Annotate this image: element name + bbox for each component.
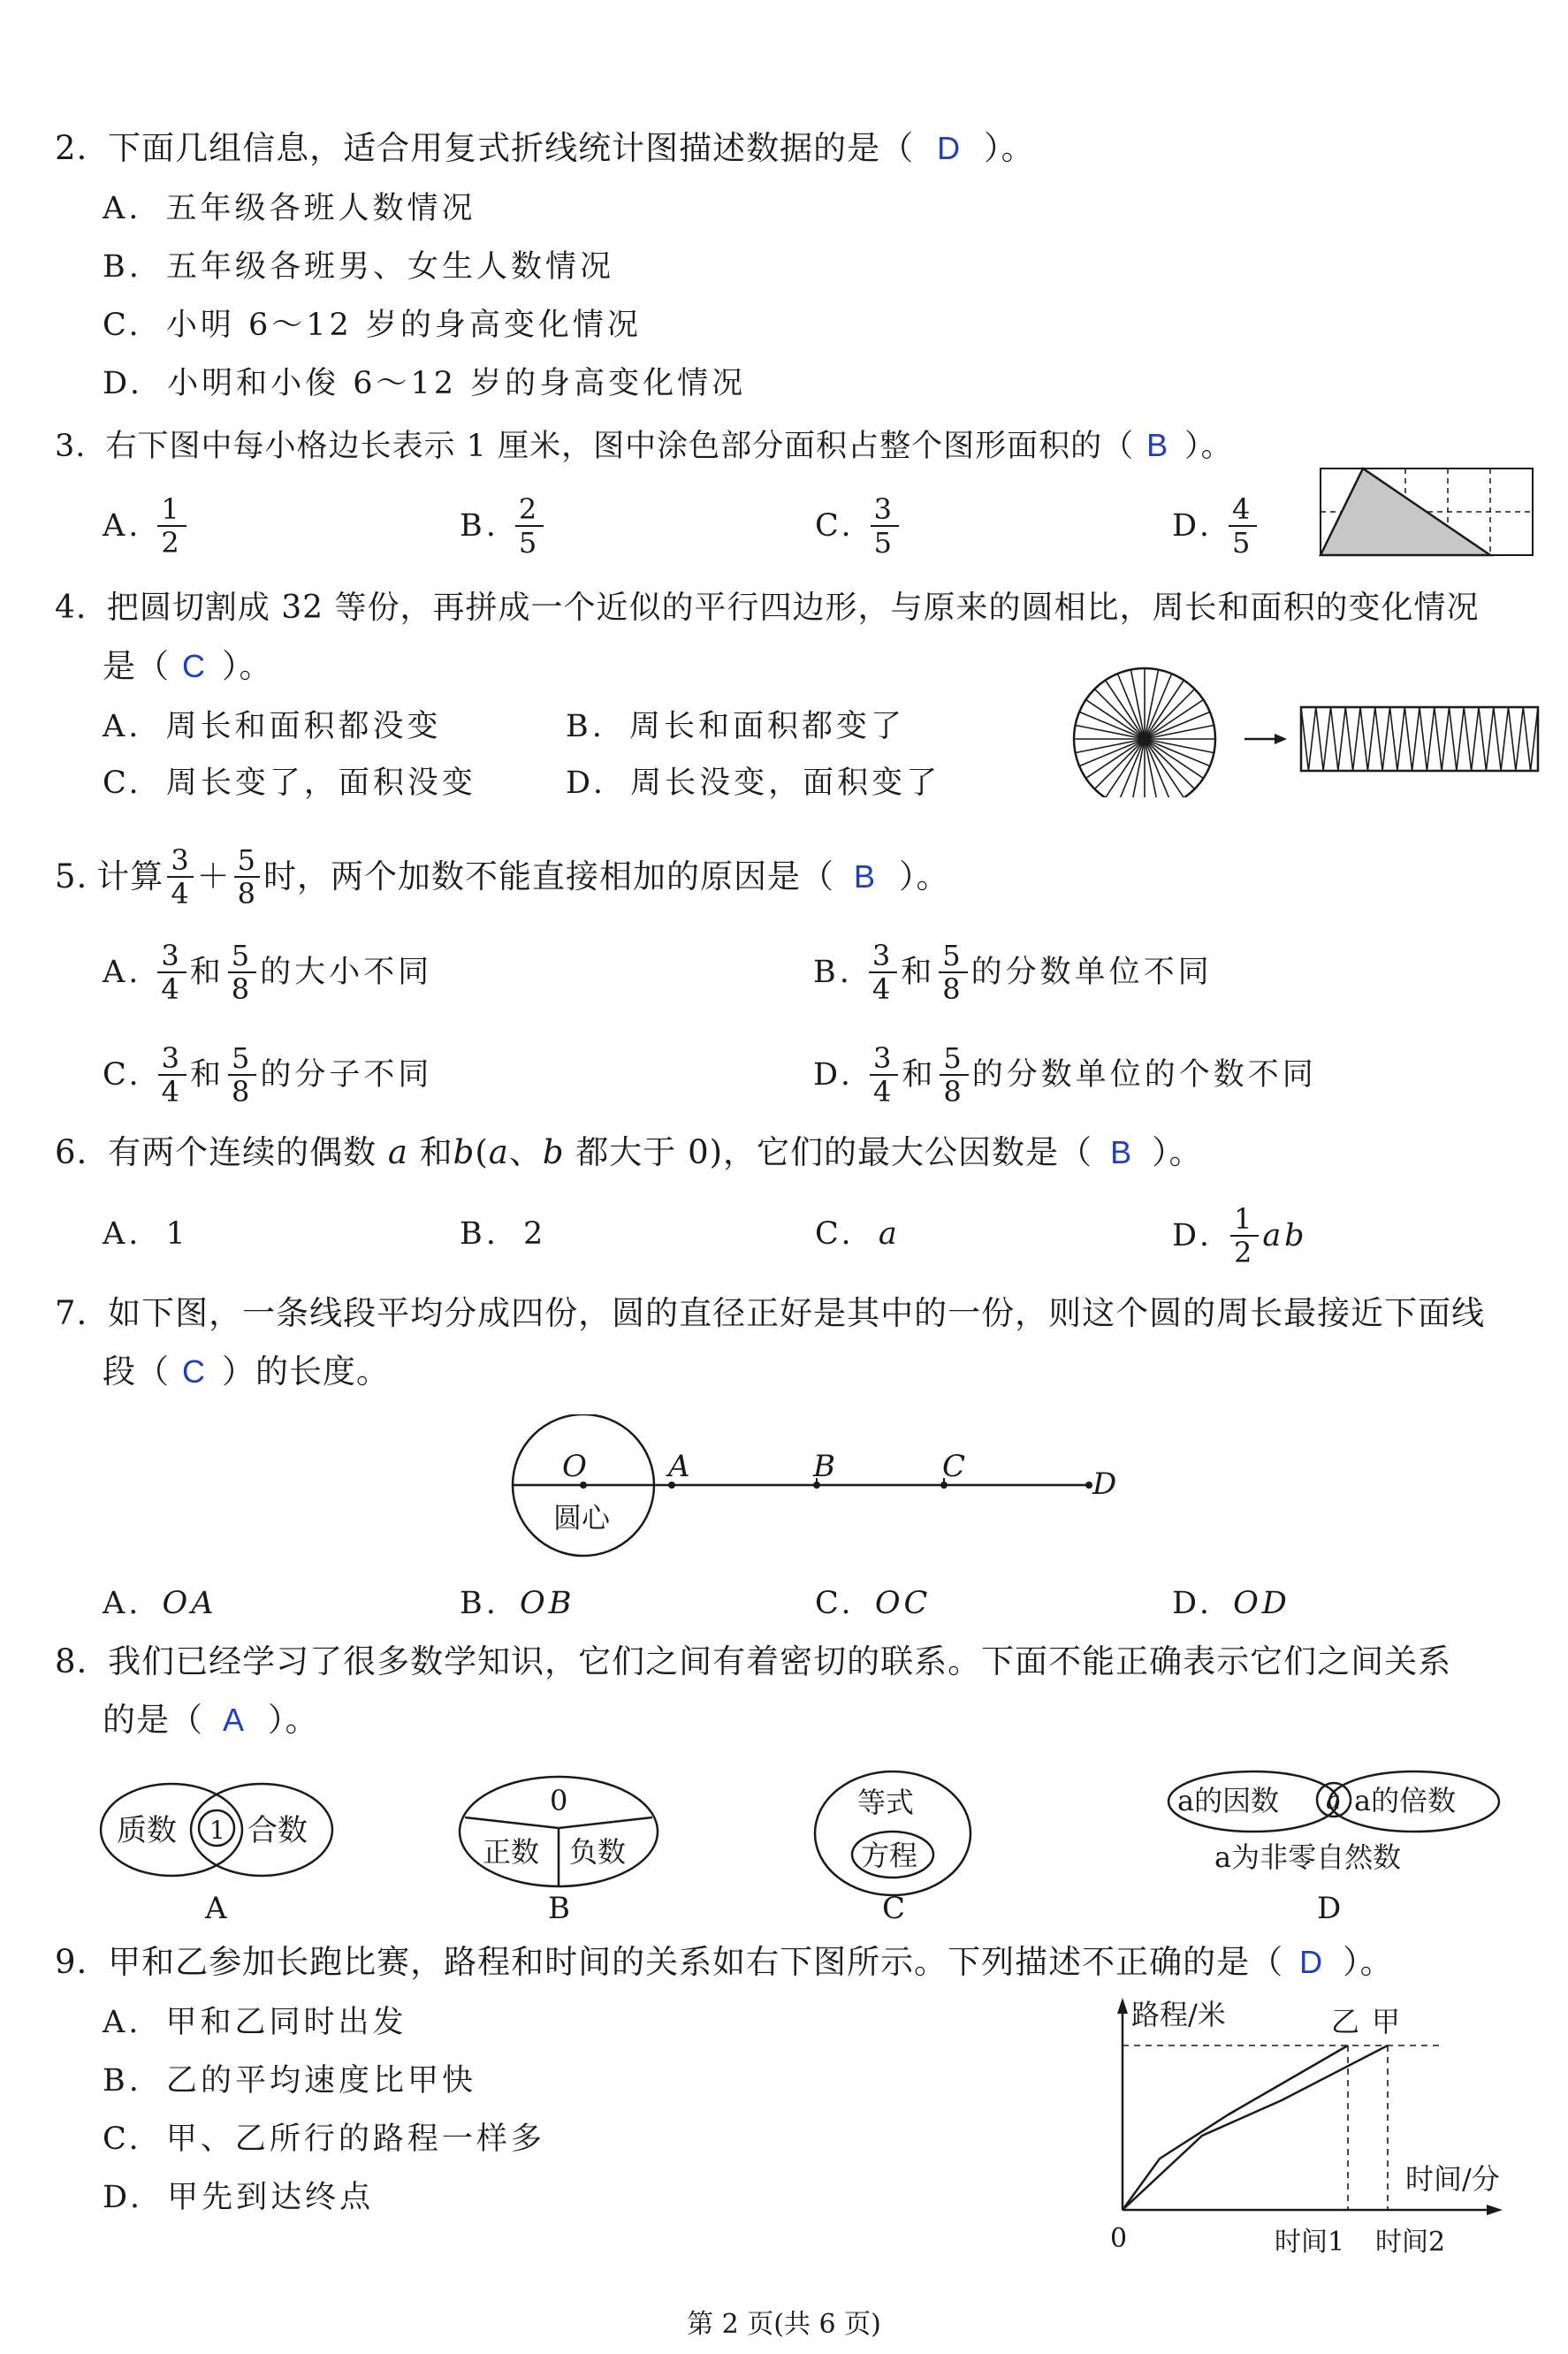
- zigzag-sectors: [1301, 707, 1538, 771]
- q2-stem-end: ）。: [984, 129, 1035, 167]
- q8-stem-text2: 的是（: [103, 1701, 203, 1739]
- q7-option-a: [103, 1584, 217, 1623]
- approx-parallelogram: [1301, 707, 1538, 771]
- q5-stem-end: ）。: [899, 857, 950, 895]
- figure-label-c: C: [882, 1891, 906, 1926]
- option-label: A.: [103, 1216, 142, 1252]
- fraction: $\frac{5}{8}$: [939, 940, 967, 1005]
- y-axis-arrow-icon: [1117, 1998, 1128, 2014]
- q7-line-segment-figure: [495, 1414, 1149, 1565]
- option-text: a: [878, 1216, 901, 1252]
- q4-stem-text2: 是（: [103, 647, 170, 685]
- fraction: $\frac{5}{8}$: [940, 1042, 968, 1108]
- q3-stem-end: ）。: [1184, 429, 1233, 464]
- var-a: a: [387, 1133, 408, 1171]
- q8-figure-d: [1161, 1766, 1515, 1927]
- q4-stem-end: ）。: [222, 647, 273, 685]
- option-text: 五年级各班男、女生人数情况: [166, 249, 615, 285]
- label-equation-outer: 等式: [857, 1786, 915, 1819]
- q3-option-a: [103, 492, 190, 560]
- label-composite: 合数: [247, 1813, 308, 1848]
- option-label: C.: [815, 508, 855, 544]
- q3-option-c: [815, 492, 902, 560]
- option-text: 的大小不同: [260, 955, 433, 990]
- option-text: 的分子不同: [260, 1057, 433, 1093]
- label-o: O: [562, 1449, 587, 1484]
- q6-option-a: [103, 1215, 189, 1253]
- q8-answer: A: [223, 1702, 246, 1738]
- option-label: D.: [813, 1057, 854, 1093]
- label-jia: 甲: [1372, 2005, 1401, 2038]
- label-negative: 负数: [569, 1835, 627, 1869]
- q7-stem-text: 如下图，一条线段平均分成四份，圆的直径正好是其中的一份，则这个圆的周长最接近下面线: [108, 1294, 1486, 1332]
- q2-option-d: [103, 364, 746, 403]
- q2-option-b: [103, 248, 614, 286]
- y-axis-label: 路程/米: [1131, 1998, 1226, 2031]
- q3-stem: [55, 426, 1233, 466]
- q8-stem-text: 我们已经学习了很多数学知识，它们之间有着密切的联系。下面不能正确表示它们之间关系: [108, 1642, 1452, 1680]
- q4-answer: C: [182, 648, 206, 684]
- q5-number: 5.: [55, 857, 88, 895]
- x-axis-arrow-icon: [1487, 2205, 1503, 2215]
- sector-line: [1094, 739, 1145, 789]
- q2-option-c: [103, 306, 642, 345]
- q6-number: 6.: [55, 1133, 88, 1171]
- q5-option-b: [813, 937, 1213, 1008]
- series-yi: [1123, 2045, 1348, 2210]
- option-text: 周长和面积都变了: [629, 709, 906, 744]
- q6-answer: B: [1110, 1134, 1133, 1170]
- q7-number: 7.: [55, 1294, 88, 1332]
- option-text: 小明和小俊 6～12 岁的身高变化情况: [167, 366, 747, 401]
- q4-stem-line1: [55, 589, 1480, 628]
- q7-option-c: [815, 1584, 931, 1623]
- circle-center: [1139, 734, 1150, 744]
- option-text: 甲、乙所行的路程一样多: [165, 2122, 545, 2157]
- fraction: $\frac{3}{4}$: [158, 1042, 186, 1108]
- q9-option-d: [103, 2178, 374, 2217]
- fraction: $\frac{5}{8}$: [234, 844, 260, 910]
- q2-answer: D: [937, 130, 962, 166]
- option-text: 的分数单位不同: [970, 955, 1213, 990]
- fraction: $\frac{4}{5}$: [1229, 493, 1257, 559]
- origin-label: 0: [1110, 2223, 1128, 2254]
- option-text: 2: [523, 1216, 547, 1252]
- q2-stem-text: 下面几组信息，适合用复式折线统计图描述数据的是（: [108, 129, 915, 167]
- var-a: a: [488, 1133, 509, 1171]
- conj-text: 和: [190, 1057, 225, 1093]
- conj-text: 和: [189, 955, 225, 990]
- q4-option-d: [566, 764, 940, 803]
- q4-number: 4.: [55, 590, 88, 626]
- arrow-icon: [1245, 734, 1287, 744]
- label-a: a: [1326, 1786, 1341, 1815]
- fraction: $\frac{3}{4}$: [157, 940, 186, 1005]
- q3-number: 3.: [55, 429, 87, 464]
- q8-number: 8.: [55, 1642, 88, 1680]
- fraction: $\frac{1}{2}$: [1230, 1203, 1259, 1268]
- q6-option-c: [815, 1215, 901, 1253]
- figure-label-d: D: [1317, 1891, 1342, 1926]
- q2-option-a: [103, 189, 476, 228]
- option-text: 的分数单位的个数不同: [971, 1057, 1317, 1093]
- sector-line: [1145, 689, 1195, 739]
- q8-figure-b: [454, 1771, 666, 1927]
- option-text: 周长和面积都没变: [165, 709, 442, 744]
- option-text: 周长没变，面积变了: [630, 766, 941, 801]
- fraction: $\frac{2}{5}$: [515, 493, 544, 559]
- label-equation-inner: 方程: [861, 1839, 918, 1872]
- q6-stem-end: ）。: [1152, 1133, 1203, 1171]
- label-yi: 乙: [1331, 2005, 1360, 2038]
- figure-label-b: B: [548, 1891, 570, 1926]
- q7-answer: C: [182, 1353, 206, 1390]
- figure-label-a: A: [205, 1891, 227, 1926]
- label-one: 1: [209, 1816, 225, 1845]
- sector-line: [1145, 739, 1195, 789]
- option-label: C.: [815, 1216, 855, 1252]
- q2-stem: [55, 129, 1035, 168]
- q4-stem-text: 把圆切割成 32 等份，再拼成一个近似的平行四边形，与原来的圆相比，周长和面积的变化情况: [106, 590, 1480, 626]
- option-label: B.: [460, 1586, 499, 1621]
- q8-stem-line1: [55, 1642, 1451, 1681]
- q4-option-c: [103, 764, 476, 803]
- label-c: C: [942, 1449, 966, 1484]
- option-label: B.: [566, 709, 605, 744]
- q6-stem-text2: 都大于 0)，它们的最大公因数是（: [575, 1133, 1093, 1171]
- q3-grid-figure: [1319, 467, 1536, 559]
- option-text: 甲和乙同时出发: [165, 2005, 407, 2040]
- label-factor: a的因数: [1177, 1784, 1280, 1817]
- label-b: B: [813, 1449, 835, 1484]
- q9-number: 9.: [55, 1943, 88, 1981]
- sector-line: [1094, 689, 1145, 739]
- q5-stem-text: 计算: [96, 857, 164, 895]
- q6-option-b: [460, 1215, 546, 1253]
- var-b: b: [542, 1133, 565, 1171]
- option-text: OD: [1233, 1586, 1290, 1621]
- paren: (: [475, 1133, 489, 1171]
- q5-option-d: [813, 1040, 1317, 1110]
- option-label: D.: [1172, 1218, 1213, 1253]
- fraction: $\frac{3}{5}$: [871, 493, 899, 559]
- q8-figure-c: [810, 1763, 978, 1927]
- q8-stem-end: ）。: [268, 1701, 319, 1739]
- option-label: B.: [103, 2063, 142, 2099]
- q9-distance-time-graph: [1105, 1994, 1538, 2268]
- q6-stem: [55, 1133, 1203, 1172]
- q7-option-d: [1172, 1584, 1290, 1623]
- q8-stem-line2: [103, 1701, 319, 1740]
- q9-option-b: [103, 2061, 476, 2100]
- tick-time1: 时间1: [1275, 2227, 1345, 2258]
- label-zero: 0: [550, 1784, 568, 1817]
- q2-number: 2.: [55, 129, 88, 167]
- option-label: C.: [103, 308, 142, 343]
- q6-stem-and: 和: [419, 1133, 453, 1171]
- fraction: $\frac{1}{2}$: [157, 493, 186, 559]
- conj-text: 和: [901, 955, 936, 990]
- option-label: A.: [103, 1586, 142, 1621]
- q7-stem-end: ）的长度。: [222, 1352, 390, 1390]
- label-positive: 正数: [483, 1835, 540, 1869]
- sep: 、: [508, 1133, 543, 1171]
- option-label: C.: [815, 1586, 855, 1621]
- option-label: C.: [103, 2122, 142, 2157]
- fraction: $\frac{3}{4}$: [869, 940, 897, 1005]
- option-text: 周长变了，面积没变: [165, 766, 476, 801]
- option-text: 乙的平均速度比甲快: [166, 2063, 477, 2099]
- option-label: B.: [460, 508, 499, 544]
- plus-sign: ＋: [196, 857, 231, 895]
- option-label: A.: [103, 955, 142, 990]
- option-label: A.: [103, 508, 142, 544]
- fraction: $\frac{3}{4}$: [167, 844, 193, 910]
- label-a: A: [668, 1449, 690, 1484]
- fraction: $\frac{3}{4}$: [870, 1042, 898, 1108]
- label-prime: 质数: [117, 1813, 177, 1848]
- q4-option-a: [103, 707, 442, 746]
- q9-stem-text: 甲和乙参加长跑比赛，路程和时间的关系如右下图所示。下列描述不正确的是（: [108, 1943, 1284, 1981]
- option-text: OA: [162, 1586, 217, 1621]
- option-label: A.: [103, 191, 142, 226]
- option-label: C.: [103, 1057, 142, 1093]
- x-axis-label: 时间/分: [1405, 2162, 1500, 2196]
- var-b: b: [453, 1133, 476, 1171]
- q6-option-d: [1172, 1200, 1308, 1271]
- conj-text: 和: [902, 1057, 937, 1093]
- option-text: 小明 6～12 岁的身高变化情况: [165, 308, 642, 343]
- q3-answer: B: [1146, 427, 1169, 463]
- option-label: A.: [103, 2005, 142, 2040]
- q9-option-a: [103, 2003, 407, 2042]
- option-text: 甲先到达终点: [167, 2180, 375, 2215]
- option-label: B.: [103, 249, 142, 285]
- q5-option-c: [103, 1040, 432, 1110]
- option-text: 1: [165, 1216, 189, 1252]
- q9-option-c: [103, 2120, 545, 2159]
- label-center: 圆心: [553, 1501, 611, 1535]
- option-label: B.: [813, 955, 853, 990]
- option-label: D.: [1172, 508, 1213, 544]
- q4-stem-line2: [103, 647, 273, 686]
- q7-option-b: [460, 1584, 575, 1623]
- q5-stem-text2: 时，两个加数不能直接相加的原因是（: [263, 857, 835, 895]
- q7-stem-line2: [103, 1352, 390, 1391]
- option-label: B.: [460, 1216, 499, 1252]
- fraction: $\frac{5}{8}$: [228, 940, 256, 1005]
- q5-option-a: [103, 937, 432, 1008]
- q3-option-d: [1172, 492, 1260, 560]
- label-d: D: [1092, 1466, 1117, 1502]
- q9-stem-end: ）。: [1343, 1943, 1394, 1981]
- option-label: A.: [103, 709, 142, 744]
- q9-answer: D: [1299, 1944, 1324, 1980]
- option-label: D.: [103, 366, 143, 401]
- q3-option-b: [460, 492, 547, 560]
- q4-circle-to-parallelogram-figure: [1069, 665, 1547, 797]
- tick-time2: 时间2: [1375, 2227, 1446, 2258]
- option-text: 五年级各班人数情况: [165, 191, 476, 226]
- option-label: D.: [1172, 1586, 1213, 1621]
- option-label: C.: [103, 766, 142, 801]
- q7-stem-line1: [55, 1294, 1485, 1333]
- caption-nonzero: a为非零自然数: [1214, 1840, 1402, 1874]
- q8-figure-a: [99, 1777, 338, 1927]
- q3-stem-text: 右下图中每小格边长表示 1 厘米，图中涂色部分面积占整个图形面积的（: [105, 429, 1135, 464]
- option-text: OB: [520, 1586, 575, 1621]
- option-label: D.: [566, 766, 606, 801]
- option-label: D.: [103, 2180, 143, 2215]
- q9-stem: [55, 1943, 1394, 1982]
- option-text: ab: [1262, 1218, 1308, 1253]
- fraction: $\frac{5}{8}$: [228, 1042, 256, 1108]
- q6-stem-text: 有两个连续的偶数: [108, 1133, 377, 1171]
- page-footer: 第 2 页(共 6 页): [687, 2309, 881, 2340]
- q7-stem-text2: 段（: [103, 1352, 170, 1390]
- label-multiple: a的倍数: [1354, 1784, 1457, 1817]
- q5-stem: [55, 842, 950, 912]
- q4-option-b: [566, 707, 905, 746]
- option-text: OC: [874, 1586, 932, 1621]
- q5-answer: B: [854, 858, 877, 895]
